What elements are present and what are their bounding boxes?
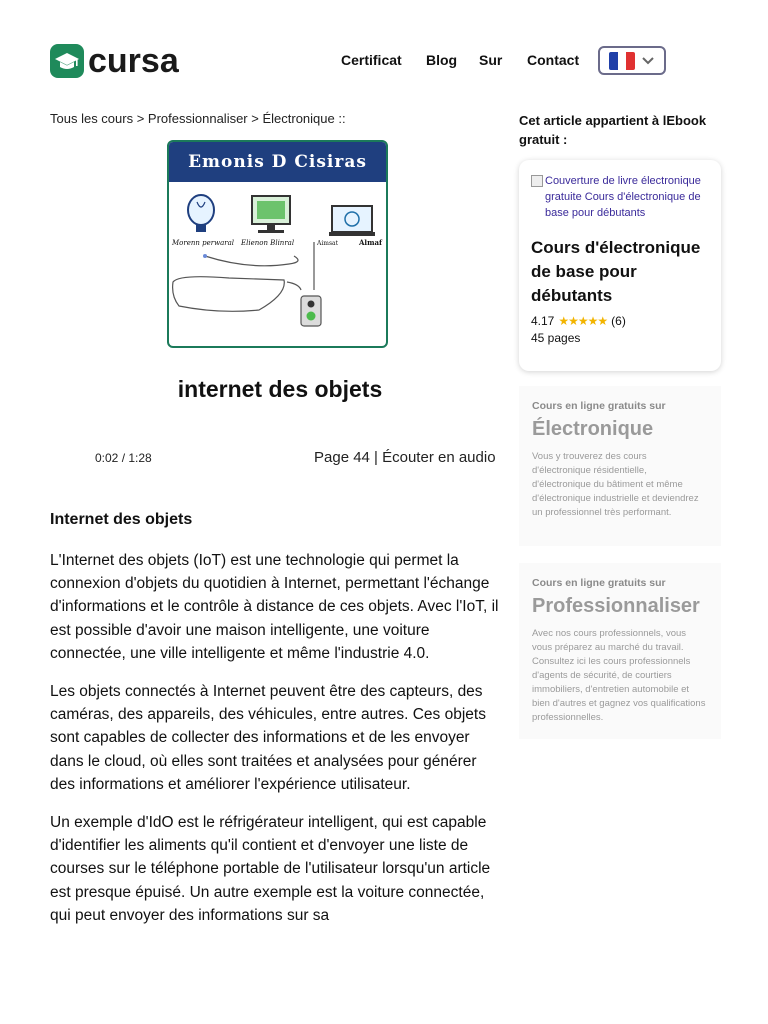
ebook-card[interactable] (519, 160, 721, 371)
ebook-title[interactable]: Cours d'électronique de base pour débutants (531, 238, 701, 305)
illustration-title: Emonis D Cisiras (169, 142, 386, 182)
promo-description: Vous y trouverez des cours d'électronique résidentielle, d'électronique du bâtiment et même d'électronique industrielle et deviendrez un professionnel très performant. (532, 451, 699, 518)
paragraph: L'Internet des objets (IoT) est une technologie qui permet la connexion d'objets du quotidien à Internet, permettant l'échange d'informations et le contrôle à distance de ces objets. Avec l'IoT, il est possible d'avoir une maison intelligente, une voiture connectée, une ville intelligente et même l'industrie 4.0. (50, 552, 499, 662)
broken-image-icon (531, 175, 543, 187)
illustration-label: Aimsat (317, 240, 339, 247)
chevron-down-icon (641, 56, 655, 66)
cursa-logo[interactable] (50, 44, 179, 78)
ebook-cover[interactable] (531, 173, 709, 221)
rating-count: (6) (611, 314, 626, 328)
promo-description: Avec nos cours professionnels, vous vous préparez au marché du travail. Consultez ici les cours professionnels d'agents de sécurité, de courtiers immobiliers, d'entretien automobile et bien d'autres et gagnez vos qualifications professionnelles. (532, 628, 706, 723)
promo-heading: Professionnaliser (532, 595, 700, 617)
promo-kicker: Cours en ligne gratuits sur (532, 400, 666, 412)
logo-text: cursa (88, 42, 179, 80)
illustration-label: Almaf (359, 238, 383, 247)
illustration-label: Morenn perwaral (172, 239, 235, 247)
breadcrumb-separator: > (247, 111, 263, 126)
traffic-light-icon (301, 296, 321, 326)
promo-kicker: Cours en ligne gratuits sur (532, 577, 666, 589)
breadcrumb-electronique[interactable]: Électronique :: (262, 111, 346, 126)
iot-illustration (169, 182, 386, 348)
rating-value: 4.17 (531, 314, 555, 328)
monitor-icon (329, 206, 375, 236)
article-content (50, 511, 505, 942)
graduation-cap-icon (50, 44, 84, 78)
ebook-rating (531, 314, 709, 328)
paragraph: Un exemple d'IdO est le réfrigérateur intelligent, qui est capable d'identifier les aliments qu'il contient et d'envoyer une liste de courses sur le téléphone portable de l'utilisateur lorsqu'un article est presque épuisé. Un autre exemple est la voiture connectée, qui peut envoyer des informations sur sa (50, 814, 491, 924)
promo-professionnaliser[interactable] (519, 563, 721, 739)
site-header (0, 0, 768, 110)
paragraph: Les objets connectés à Internet peuvent être des capteurs, des caméras, des appareils, des véhicules, entre autres. Ces objets sont capables de collecter des informations et de les envoyer dans le cloud, où elles sont traitées et analysées pour générer des informations et améliorer l'expérience utilisateur. (50, 683, 486, 793)
article-title: internet des objets (177, 376, 383, 402)
ebook-cover-alt-text: Couverture de livre électronique gratuite Cours d'électronique de base pour débutants (545, 175, 701, 219)
breadcrumb-separator: > (133, 111, 148, 126)
nav-blog[interactable]: Blog (426, 52, 458, 68)
star-icon: ★★★★★ (558, 314, 608, 328)
breadcrumb (50, 111, 346, 126)
language-selector[interactable] (598, 46, 666, 75)
promo-heading: Électronique (532, 418, 654, 440)
ebook-pages: 45 pages (531, 331, 581, 345)
promo-electronique[interactable] (519, 386, 721, 546)
france-flag-icon (609, 52, 635, 70)
illustration-label: Elienon Blinral (241, 239, 295, 247)
listen-audio-link[interactable]: Page 44 | Écouter en audio (314, 449, 496, 466)
nav-contact[interactable]: Contact (527, 52, 580, 68)
sidebar-title: Cet article appartient à lEbook gratuit : (519, 113, 707, 147)
breadcrumb-all-courses[interactable]: Tous les cours (50, 111, 134, 126)
article-illustration (167, 140, 388, 348)
computer-icon (252, 196, 290, 233)
light-bulb-icon (188, 195, 214, 232)
breadcrumb-professionnaliser[interactable]: Professionnaliser (147, 111, 248, 126)
section-heading: Internet des objets (50, 511, 193, 528)
nav-certificat[interactable]: Certificat (341, 52, 402, 68)
audio-player-time[interactable]: 0:02 / 1:28 (95, 451, 152, 465)
nav-sur[interactable]: Sur (479, 52, 503, 68)
